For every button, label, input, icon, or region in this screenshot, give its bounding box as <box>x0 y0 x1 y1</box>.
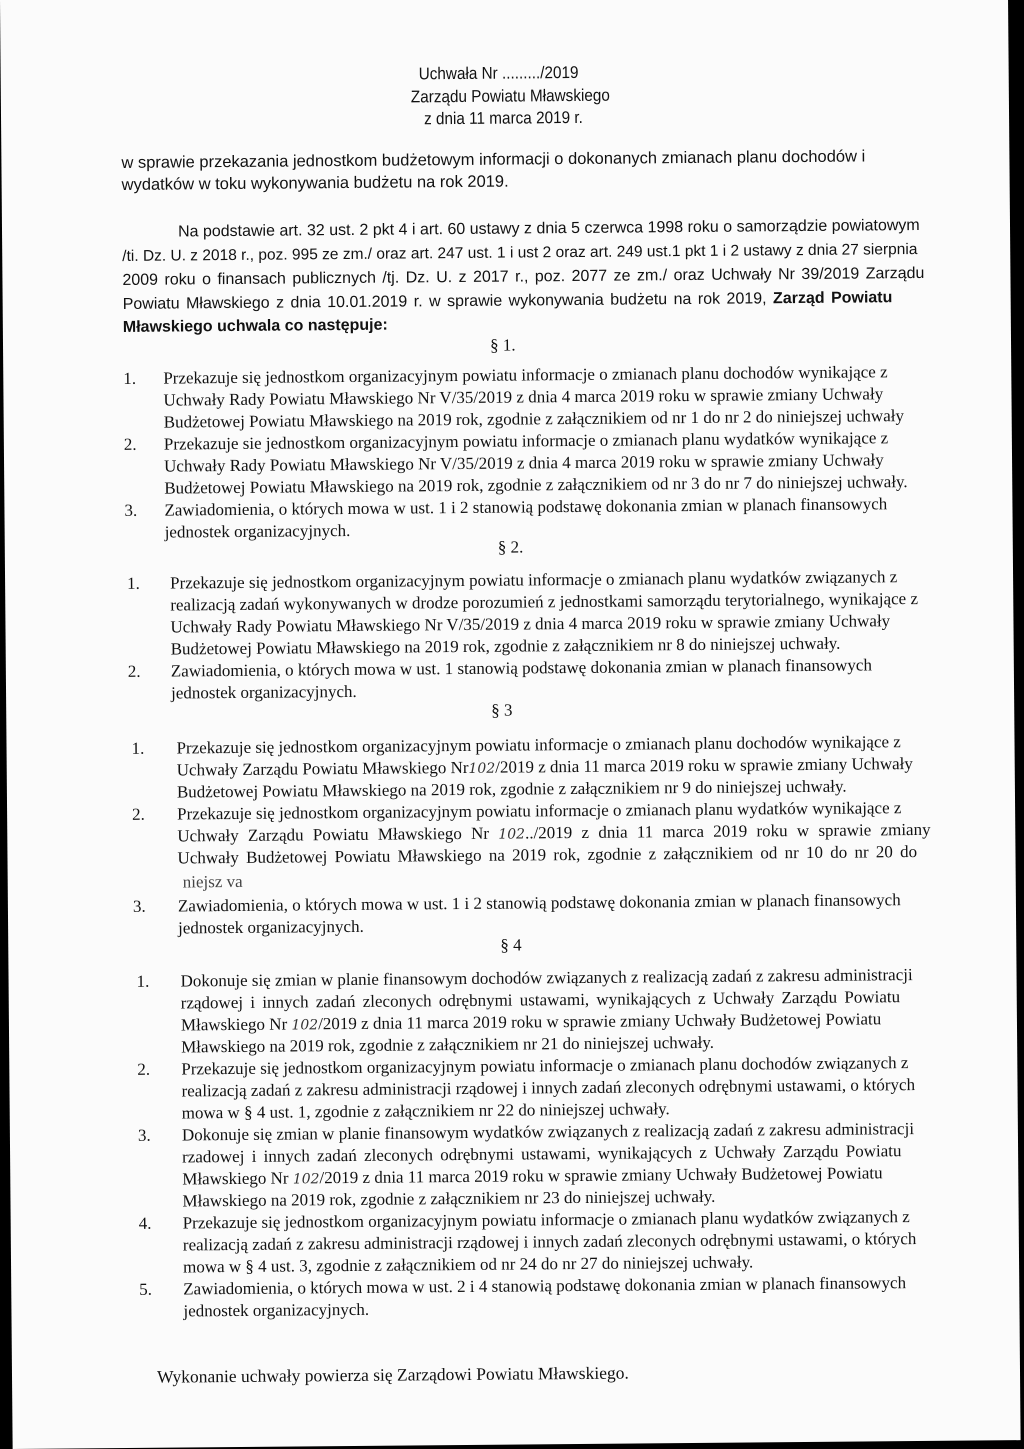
resolution-number: Uchwała Nr ........./2019 <box>418 62 579 84</box>
p4-item1-line3 <box>181 1009 881 1035</box>
p1-item1-line3: Budżetowej Powiatu Mławskiego na 2019 rok, zgodnie z załącznikiem od nr 1 do nr 2 do niniejszej uchwały <box>163 406 905 432</box>
p3-item2-line1: Przekazuje się jednostkom organizacyjnym powiatu informacje o zmianach planu wydatków wynikające z <box>177 798 902 824</box>
p1-item1-line1: Przekazuje się jednostkom organizacyjnym powiatu informacje o zmianach planu dochodów wynikające z <box>163 362 888 388</box>
handwritten-number-2: 102 <box>498 826 526 843</box>
p3-item1-line1: Przekazuje się jednostkom organizacyjnym powiatu informacje o zmianach planu dochodów wynikające z <box>176 732 901 758</box>
issuing-body: Zarządu Powiatu Mławskiego <box>410 85 610 107</box>
preamble-line-5: Mławskiego uchwala co następuje: <box>122 316 388 336</box>
preamble-line-3: 2009 roku o finansach publicznych /tj. Dz. U. z 2017 r., poz. 2077 ze zm./ oraz Uchwały Nr 39/2019 Zarządu <box>122 264 925 289</box>
p3-item1-number: 1. <box>131 738 145 758</box>
p3-item3-line2: jednostek organizacyjnych. <box>178 916 364 938</box>
p4-item4-line3: mowa w § 4 ust. 3, zgodnie z załącznikiem od nr 24 do nr 27 do niniejszej uchwały. <box>182 1252 754 1277</box>
p3-item1-line2b: /2019 z dnia 11 marca 2019 roku w sprawie zmiany Uchwały <box>495 754 913 777</box>
p4-item3-line3 <box>182 1163 882 1189</box>
p2-item1-line4: Budżetowej Powiatu Mławskiego na 2019 rok, zgodnie z załącznikiem nr 8 do niniejszej uchwały. <box>170 633 841 659</box>
p1-item3-number: 3. <box>124 500 138 520</box>
p3-item1-line2a: Uchwały Zarządu Powiatu Mławskiego Nr <box>176 757 469 780</box>
p3-item2-line3: Uchwały Budżetowej Powiatu Mławskiego na 2019 rok, zgodnie z załącznikiem od nr 10 do nr 20 do <box>177 842 918 868</box>
p1-item2-line1: Przekazuje sie jednostkom organizacyjnym powiatu informacje o zmianach planu wydatków wynikające z <box>163 428 889 454</box>
p4-item5-number: 5. <box>139 1279 153 1299</box>
p4-item1-line2: rządowej i innych zadań zleconych odrębnymi ustawami, wynikających z Uchwały Zarządu Powiatu <box>180 987 901 1013</box>
p1-item1-line2: Uchwały Rady Powiatu Mławskiego Nr V/35/2019 z dnia 4 marca 2019 roku w sprawie zmiany Uchwały <box>163 384 884 410</box>
p1-item2-line2: Uchwały Rady Powiatu Mławskiego Nr V/35/2019 z dnia 4 marca 2019 roku w sprawie zmiany Uchwały <box>163 450 884 476</box>
p2-item2-line2: jednostek organizacyjnych. <box>170 681 357 703</box>
p4-item4-line1: Przekazuje się jednostkom organizacyjnym powiatu informacje o zmianach planu wydatków związanych z <box>182 1207 910 1233</box>
p3-item2-line2a: Uchwały Zarządu Powiatu Mławskiego Nr <box>177 823 490 846</box>
handwritten-number-4: 102 <box>292 1171 320 1188</box>
p4-item3-line3b: /2019 z dnia 11 marca 2019 roku w sprawie zmiany Uchwały Budżetowej Powiatu <box>319 1163 883 1188</box>
p2-item1-line2: realizacją zadań wykonywanych w drodze porozumień z jednostkami samorządu terytorialnego, wynikające z <box>170 589 919 615</box>
p4-item5-line1: Zawiadomienia, o których mowa w ust. 2 i 4 stanowią podstawę dokonania zmian w planach finansowych <box>183 1273 907 1299</box>
p4-item2-line2: realizacją zadań z zakresu administracji rządowej i innych zadań zleconych odrębnymi ustawami, o których <box>181 1075 916 1101</box>
p4-item3-line2: rzadowej i innych zadań zleconych odrębnymi ustawami, wynikających z Uchwały Zarządu Powiatu <box>182 1141 902 1167</box>
handwritten-number-1: 102 <box>468 760 496 777</box>
p4-item3-line1: Dokonuje się zmian w planie finansowym wydatków związanych z realizacją zadań z zakresu administracji <box>181 1119 915 1145</box>
resolution-date: z dnia 11 marca 2019 r. <box>423 107 583 129</box>
preamble-line-4-text: Powiatu Mławskiego z dnia 10.01.2019 r. w sprawie wykonywania budżetu na rok 2019, <box>122 290 767 313</box>
p3-item2-line4: niejsz va <box>182 871 243 892</box>
p4-item3-line4: Mławskiego na 2019 rok, zgodnie z załącznikiem nr 23 do niniejszej uchwały. <box>182 1186 716 1211</box>
p4-item2-line3: mowa w § 4 ust. 1, zgodnie z załącznikiem nr 22 do niniejszej uchwały. <box>181 1099 670 1123</box>
p3-item1-line3: Budżetowej Powiatu Mławskiego na 2019 rok, zgodnie z załącznikiem nr 9 do niniejszej uchwały. <box>176 776 847 802</box>
p1-item2-number: 2. <box>123 434 137 454</box>
closing-statement: Wykonanie uchwały powierza się Zarządowi Powiatu Mławskiego. <box>156 1362 629 1387</box>
p2-item1-number: 1. <box>127 573 140 593</box>
p2-item2-number: 2. <box>127 661 141 681</box>
p3-item3-line1: Zawiadomienia, o których mowa w ust. 1 i 2 stanowią podstawę dokonania zmian w planach finansowych <box>177 890 901 916</box>
p4-item4-line2: realizacją zadań z zakresu administracji rządowej i innych zadań zleconych odrębnymi ustawami, o których <box>182 1229 917 1255</box>
section-1-heading: § 1. <box>489 335 516 355</box>
p1-item1-number: 1. <box>123 368 137 388</box>
p2-item1-line1: Przekazuje się jednostkom organizacyjnym powiatu informacje o zmianach planu wydatków związanych z <box>170 567 898 593</box>
subject-line-1: w sprawie przekazania jednostkom budżetowym informacji o dokonanych zmianach planu dochodów i <box>121 147 866 172</box>
p3-item3-number: 3. <box>132 896 146 916</box>
p4-item1-number: 1. <box>136 971 150 991</box>
p2-item1-line3: Uchwały Rady Powiatu Mławskiego Nr V/35/2019 z dnia 4 marca 2019 roku w sprawie zmiany Uchwały <box>170 611 891 637</box>
p4-item2-number: 2. <box>137 1059 151 1079</box>
p1-item2-line3: Budżetowej Powiatu Mławskiego na 2019 rok, zgodnie z załącznikiem od nr 3 do nr 7 do niniejszej uchwały. <box>164 472 908 498</box>
p4-item1-line4: Mławskiego na 2019 rok, zgodnie z załącznikiem nr 21 do niniejszej uchwały. <box>181 1032 715 1057</box>
section-3-heading: § 3 <box>491 700 513 720</box>
p4-item3-number: 3. <box>137 1125 151 1145</box>
p1-item3-line1: Zawiadomienia, o których mowa w ust. 1 i 2 stanowią podstawę dokonania zmian w planach finansowych <box>164 494 888 520</box>
p4-item5-line2: jednostek organizacyjnych. <box>183 1299 370 1321</box>
preamble-line-2: /ti. Dz. U. z 2018 r., poz. 995 ze zm./ oraz art. 247 ust. 1 i ust 2 oraz art. 249 ust.1 pkt 1 i 2 ustawy z dnia 27 sierpnia <box>122 241 918 265</box>
p1-item3-line2: jednostek organizacyjnych. <box>164 520 351 542</box>
section-2-heading: § 2. <box>497 537 524 557</box>
p2-item2-line1: Zawiadomienia, o których mowa w ust. 1 stanowią podstawę dokonania zmian w planach finansowych <box>170 655 872 681</box>
preamble-line-1: Na podstawie art. 32 ust. 2 pkt 4 i art. 60 ustawy z dnia 5 czerwca 1998 roku o samorządzie powiatowym <box>177 216 920 241</box>
p3-item2-line2b: ../2019 z dnia 11 marca 2019 roku w sprawie zmiany <box>524 819 931 843</box>
p4-item1-line1: Dokonuje się zmian w planie finansowym dochodów związanych z realizacją zadań z zakresu administracji <box>180 965 913 991</box>
subject-line-2: wydatków w toku wykonywania budżetu na rok 2019. <box>121 172 509 194</box>
section-4-heading: § 4 <box>500 935 522 955</box>
p4-item1-line3b: /2019 z dnia 11 marca 2019 roku w sprawie zmiany Uchwały Budżetowej Powiatu <box>318 1009 882 1034</box>
preamble-governing-body: Zarząd Powiatu <box>772 289 893 308</box>
p4-item4-number: 4. <box>138 1213 152 1233</box>
p4-item1-line3a: Mławskiego Nr <box>180 1014 288 1035</box>
p4-item2-line1: Przekazuje się jednostkom organizacyjnym powiatu informacje o zmianach planu dochodów związanych z <box>181 1053 909 1079</box>
handwritten-number-3: 102 <box>291 1017 319 1034</box>
p3-item2-number: 2. <box>132 804 145 824</box>
preamble-line-4 <box>123 289 893 314</box>
p4-item3-line3a: Mławskiego Nr <box>182 1168 289 1189</box>
